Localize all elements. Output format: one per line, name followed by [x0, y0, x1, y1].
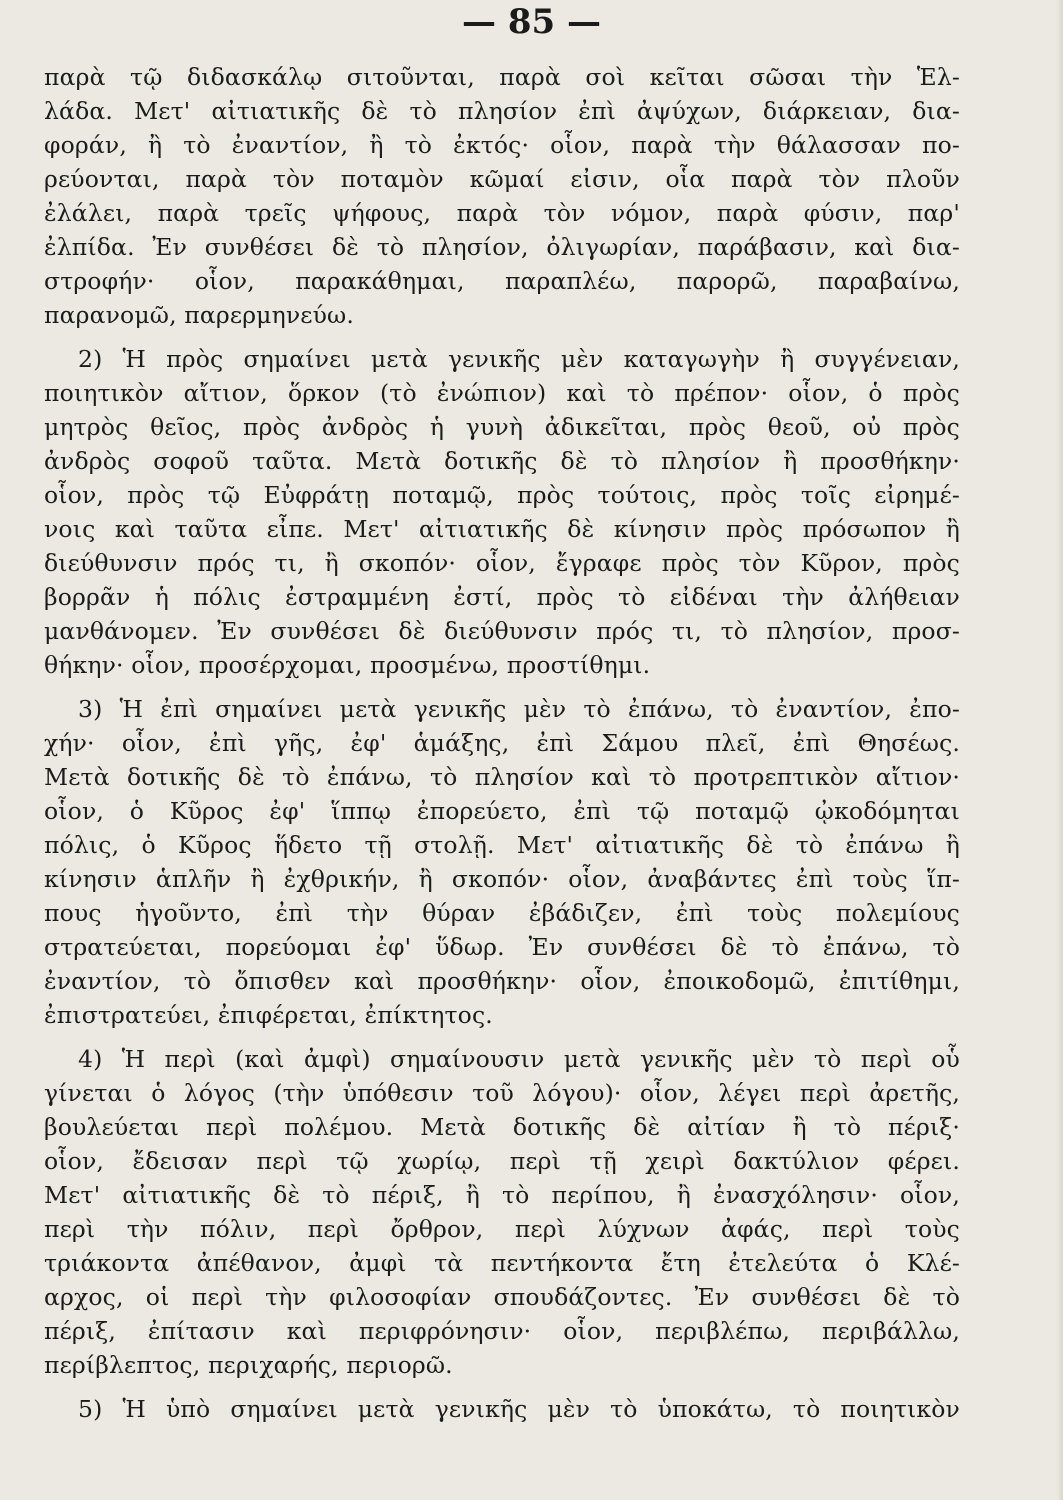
text-line: μανθάνομεν. Ἐν συνθέσει δὲ διεύθυνσιν πρός τι, τὸ πλησίον, προσ- — [44, 617, 960, 645]
text-line: βορρᾶν ἡ πόλις ἐστραμμένη ἐστί, πρὸς τὸ εἰδέναι τὴν ἀλήθειαν — [44, 583, 960, 611]
text-line: Μετὰ δοτικῆς δὲ τὸ ἐπάνω, τὸ πλησίον καὶ τὸ προτρεπτικὸν αἴτιον· — [44, 763, 960, 791]
text-line: ἐπιστρατεύει, ἐπιφέρεται, ἐπίκτητος. — [44, 1001, 493, 1029]
text-line: στρατεύεται, πορεύομαι ἐφ' ὕδωρ. Ἐν συνθέσει δὲ τὸ ἐπάνω, τὸ — [44, 933, 960, 961]
paragraph-hypo — [44, 1392, 960, 1426]
scan-edge-shadow — [1057, 0, 1063, 1500]
text-line: ἀνδρὸς σοφοῦ ταῦτα. Μετὰ δοτικῆς δὲ τὸ πλησίον ἢ προσθήκην· — [44, 447, 960, 475]
text-line: φοράν, ἢ τὸ ἐναντίον, ἢ τὸ ἐκτός· οἷον, παρὰ τὴν θάλασσαν πο- — [44, 131, 960, 159]
text-line: 2) Ἡ πρὸς σημαίνει μετὰ γενικῆς μὲν καταγωγὴν ἢ συγγένειαν, — [78, 345, 960, 373]
text-line: οἷον, ἔδεισαν περὶ τῷ χωρίῳ, περὶ τῇ χειρὶ δακτύλιον φέρει. — [44, 1147, 960, 1175]
text-line: ἐλάλει, παρὰ τρεῖς ψήφους, παρὰ τὸν νόμον, παρὰ φύσιν, παρ' — [44, 199, 960, 227]
text-line: ἐλπίδα. Ἐν συνθέσει δὲ τὸ πλησίον, ὀλιγωρίαν, παράβασιν, καὶ δια- — [44, 233, 960, 261]
text-line: ἐναντίον, τὸ ὄπισθεν καὶ προσθήκην· οἷον, ἐποικοδομῶ, ἐπιτίθημι, — [44, 967, 960, 995]
text-line: παρὰ τῷ διδασκάλῳ σιτοῦνται, παρὰ σοὶ κεῖται σῶσαι τὴν Ἑλ- — [44, 63, 960, 91]
text-line: θήκην· οἷον, προσέρχομαι, προσμένω, προστίθημι. — [44, 651, 651, 679]
text-line: βουλεύεται περὶ πολέμου. Μετὰ δοτικῆς δὲ αἰτίαν ἢ τὸ πέριξ· — [44, 1113, 960, 1141]
text-line: τριάκοντα ἀπέθανον, ἀμφὶ τὰ πεντήκοντα ἔτη ἐτελεύτα ὁ Κλέ- — [44, 1249, 960, 1277]
text-line: περὶ τὴν πόλιν, περὶ ὄρθρον, περὶ λύχνων ἀφάς, περὶ τοὺς — [44, 1215, 960, 1243]
text-line: οἷον, πρὸς τῷ Εὐφράτῃ ποταμῷ, πρὸς τούτοις, πρὸς τοῖς εἰρημέ- — [44, 481, 960, 509]
text-line: περίβλεπτος, περιχαρής, περιορῶ. — [44, 1351, 453, 1379]
page-number: — 85 — — [462, 2, 601, 42]
text-line: γίνεται ὁ λόγος (τὴν ὑπόθεσιν τοῦ λόγου)· οἷον, λέγει περὶ ἀρετῆς, — [44, 1079, 960, 1107]
text-line: 4) Ἡ περὶ (καὶ ἀμφὶ) σημαίνουσιν μετὰ γενικῆς μὲν τὸ περὶ οὗ — [78, 1045, 960, 1073]
text-line: πέριξ, ἐπίτασιν καὶ περιφρόνησιν· οἷον, περιβλέπω, περιβάλλω, — [44, 1317, 960, 1345]
text-line: νοις καὶ ταῦτα εἶπε. Μετ' αἰτιατικῆς δὲ κίνησιν πρὸς πρόσωπον ἢ — [44, 515, 960, 543]
text-line: πους ἡγοῦντο, ἐπὶ τὴν θύραν ἐβάδιζεν, ἐπὶ τοὺς πολεμίους — [44, 899, 960, 927]
text-line: ποιητικὸν αἴτιον, ὅρκον (τὸ ἐνώπιον) καὶ τὸ πρέπον· οἷον, ὁ πρὸς — [44, 379, 960, 407]
text-line: διεύθυνσιν πρός τι, ἢ σκοπόν· οἷον, ἔγραφε πρὸς τὸν Κῦρον, πρὸς — [44, 549, 960, 577]
body-text — [44, 60, 960, 1426]
text-line: μητρὸς θεῖος, πρὸς ἀνδρὸς ἡ γυνὴ ἀδικεῖται, πρὸς θεοῦ, οὐ πρὸς — [44, 413, 960, 441]
text-line: κίνησιν ἁπλῆν ἢ ἐχθρικήν, ἢ σκοπόν· οἷον, ἀναβάντες ἐπὶ τοὺς ἵπ- — [44, 865, 960, 893]
text-line: στροφήν· οἷον, παρακάθημαι, παραπλέω, παρορῶ, παραβαίνω, — [44, 267, 960, 295]
text-line: 3) Ἡ ἐπὶ σημαίνει μετὰ γενικῆς μὲν τὸ ἐπάνω, τὸ ἐναντίον, ἐπο- — [78, 695, 960, 723]
text-line: πόλις, ὁ Κῦρος ἥδετο τῇ στολῇ. Μετ' αἰτιατικῆς δὲ τὸ ἐπάνω ἢ — [44, 831, 960, 859]
paragraph-para — [44, 60, 960, 332]
text-line: παρανομῶ, παρερμηνεύω. — [44, 301, 354, 329]
text-line: χήν· οἷον, ἐπὶ γῆς, ἐφ' ἁμάξης, ἐπὶ Σάμου πλεῖ, ἐπὶ Θησέως. — [44, 729, 960, 757]
paragraph-peri — [44, 1042, 960, 1382]
text-line: 5) Ἡ ὑπὸ σημαίνει μετὰ γενικῆς μὲν τὸ ὑποκάτω, τὸ ποιητικὸν — [78, 1395, 960, 1423]
paragraph-epi — [44, 692, 960, 1032]
paragraph-pros — [44, 342, 960, 682]
text-line: Μετ' αἰτιατικῆς δὲ τὸ πέριξ, ἢ τὸ περίπου, ἢ ἐνασχόλησιν· οἷον, — [44, 1181, 960, 1209]
text-line: ρεύονται, παρὰ τὸν ποταμὸν κῶμαί εἰσιν, οἷα παρὰ τὸν πλοῦν — [44, 165, 960, 193]
text-line: λάδα. Μετ' αἰτιατικῆς δὲ τὸ πλησίον ἐπὶ ἀψύχων, διάρκειαν, δια- — [44, 97, 960, 125]
text-line: οἷον, ὁ Κῦρος ἐφ' ἵππῳ ἐπορεύετο, ἐπὶ τῷ ποταμῷ ᾠκοδόμηται — [44, 797, 960, 825]
text-line: αρχος, οἱ περὶ τὴν φιλοσοφίαν σπουδάζοντες. Ἐν συνθέσει δὲ τὸ — [44, 1283, 960, 1311]
